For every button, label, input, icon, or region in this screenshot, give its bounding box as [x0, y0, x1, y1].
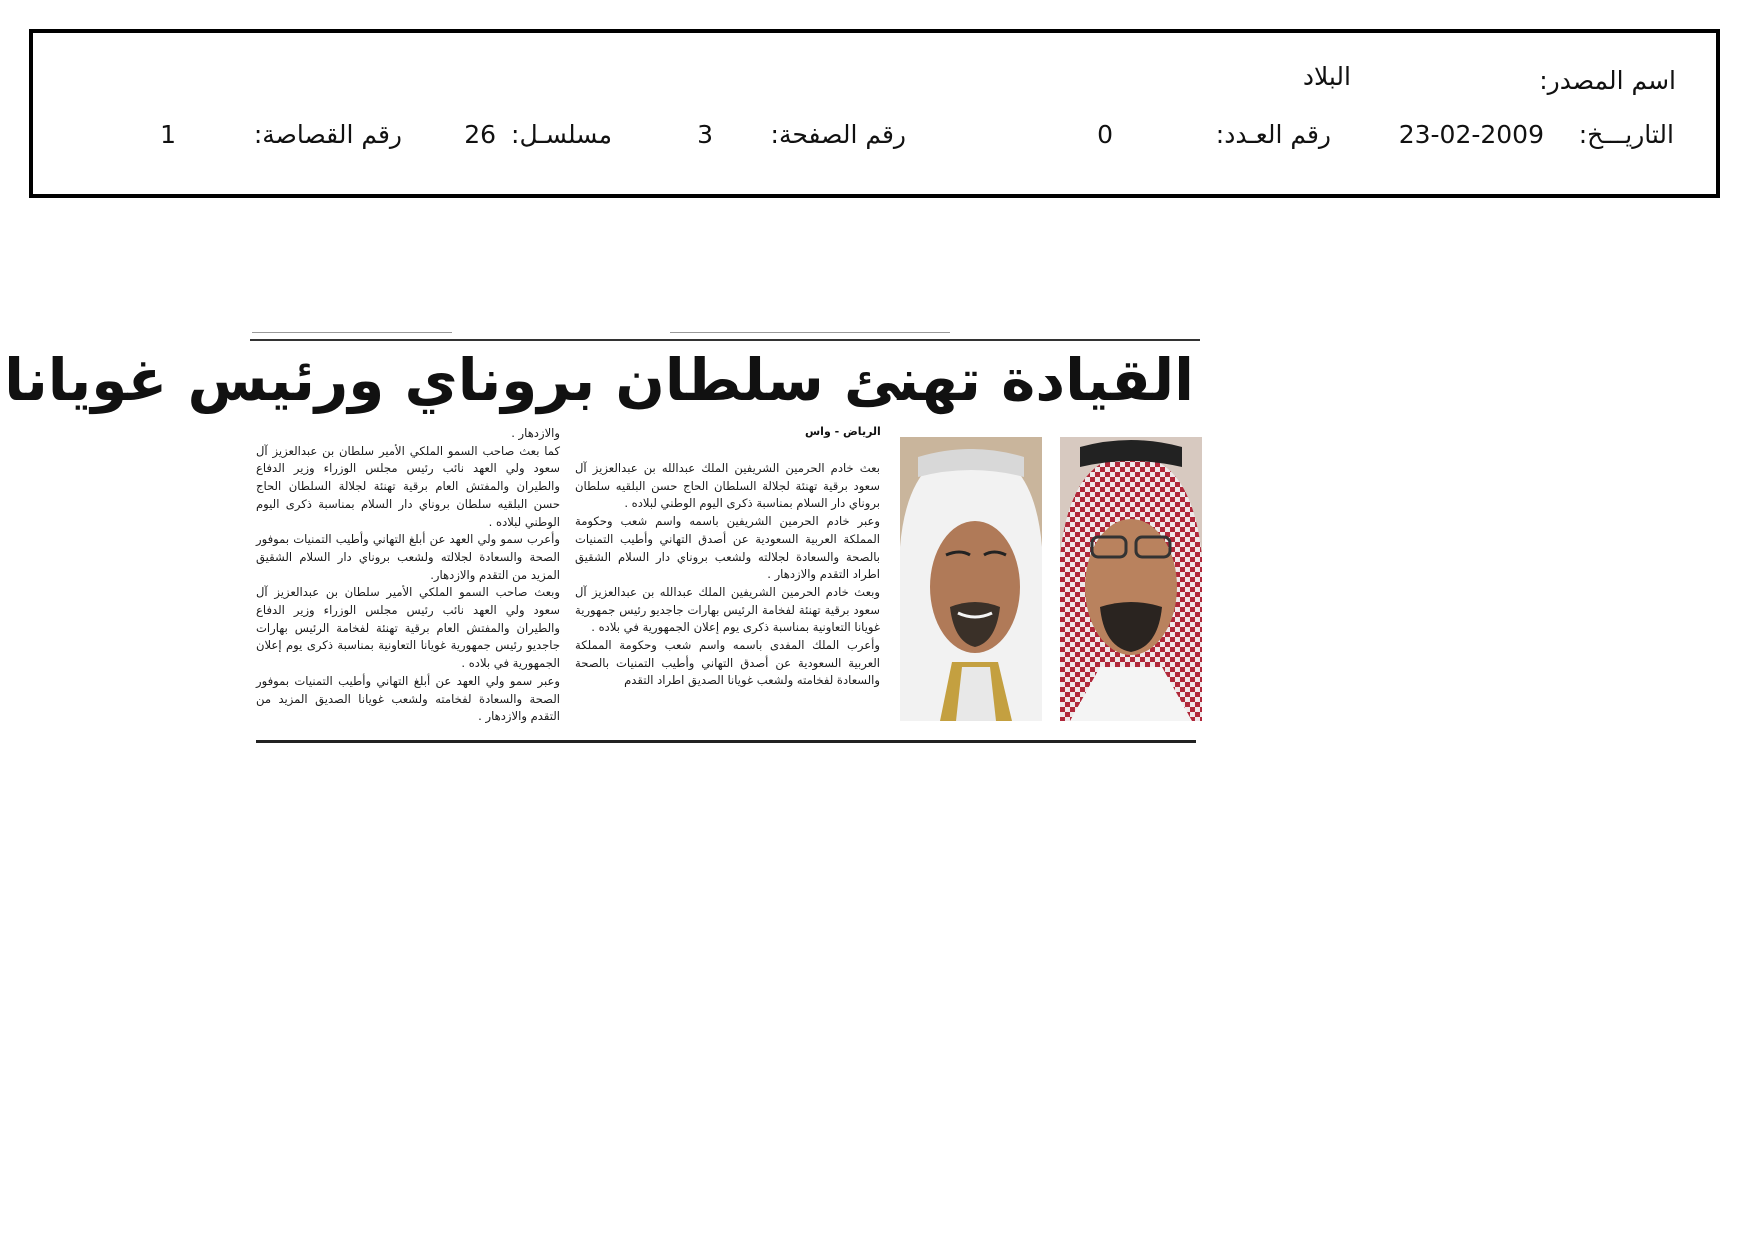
portrait-icon [1060, 437, 1202, 721]
divider [670, 332, 950, 333]
serial-value: 26 [464, 120, 496, 149]
issue-value: 0 [1097, 120, 1113, 149]
divider [252, 332, 452, 333]
issue-label: رقم العـدد: [1215, 120, 1331, 149]
paragraph: وبعث خادم الحرمين الشريفين الملك عبدالله بن عبدالعزيز آل سعود برقية تهنئة لفخامة الرئيس بهارات جاجديو رئيس جمهورية غويانا التعاونية بمناسبة ذكرى يوم إعلان الجمهورية في بلاده . [575, 584, 880, 635]
paragraph: وأعرب الملك المفدى باسمه واسم شعب وحكومة المملكة العربية السعودية عن أصدق التهاني وأطيب التمنيات بالصحة والسعادة لفخامته ولشعب غويانا الصديق اطراد التقدم [575, 638, 880, 688]
paragraph: والازدهار . [511, 426, 560, 440]
date-value: 23-02-2009 [1398, 120, 1544, 149]
divider [256, 740, 1196, 743]
newspaper-clipping [4, 330, 1202, 746]
dateline: الرياض - واس [805, 425, 881, 438]
paragraph: وبعث صاحب السمو الملكي الأمير سلطان بن عبدالعزيز آل سعود ولي العهد نائب رئيس مجلس الوزراء وزير الدفاع والطيران والمفتش العام برقية تهنئة لفخامة الرئيس بهارات جاجديو رئيس جمهورية غويانا التعاونية بمناسبة ذكرى يوم إعلان الجمهورية في بلاده . [256, 585, 560, 671]
paragraph: وعبر خادم الحرمين الشريفين باسمه واسم شعب وحكومة المملكة العربية السعودية عن أصدق التهاني وأطيب التمنيات بالصحة والسعادة لجلالته ولشعب بروناي دار السلام الشقيق اطراد التقدم والازدهار . [575, 514, 880, 582]
date-label: التاريـــخ: [1578, 120, 1674, 149]
article-column-left [256, 425, 560, 726]
paragraph: وعبر سمو ولي العهد عن أبلغ التهاني وأطيب التمنيات بموفور الصحة والسعادة لفخامته ولشعب غويانا الصديق المزيد من التقدم والازدهار . [256, 673, 560, 724]
source-label: اسم المصدر: [1539, 66, 1676, 95]
divider [250, 339, 1200, 341]
paragraph: بعث خادم الحرمين الشريفين الملك عبدالله بن عبدالعزيز آل سعود برقية تهنئة لجلالة السلطان الحاج حسن البلقيه سلطان بروناي دار السلام بمناسبة ذكرى اليوم الوطني لبلاده . [575, 461, 880, 511]
serial-label: مسلسـل: [511, 120, 612, 149]
source-value: البلاد [1302, 62, 1351, 91]
portrait-icon [900, 437, 1042, 721]
page-label: رقم الصفحة: [770, 120, 906, 149]
clip-value: 1 [160, 120, 176, 149]
page-value: 3 [697, 120, 713, 149]
headline: القيادة تهنئ سلطان بروناي ورئيس غويانا [4, 346, 1194, 414]
paragraph: وأعرب سمو ولي العهد عن أبلغ التهاني وأطيب التمنيات بموفور الصحة والسعادة لجلالته ولشعب بروناي دار السلام الشقيق المزيد من التقدم والازدهار. [256, 532, 560, 582]
article-column-right [575, 460, 880, 690]
paragraph: كما بعث صاحب السمو الملكي الأمير سلطان بن عبدالعزيز آل سعود ولي العهد نائب رئيس مجلس الوزراء وزير الدفاع والطيران والمفتش العام برقية تهنئة لجلالة السلطان الحاج حسن البلقيه سلطان بروناي دار السلام بمناسبة ذكرى اليوم الوطني لبلاده . [256, 443, 560, 529]
metadata-header [29, 29, 1720, 198]
clip-label: رقم القصاصة: [253, 120, 402, 149]
